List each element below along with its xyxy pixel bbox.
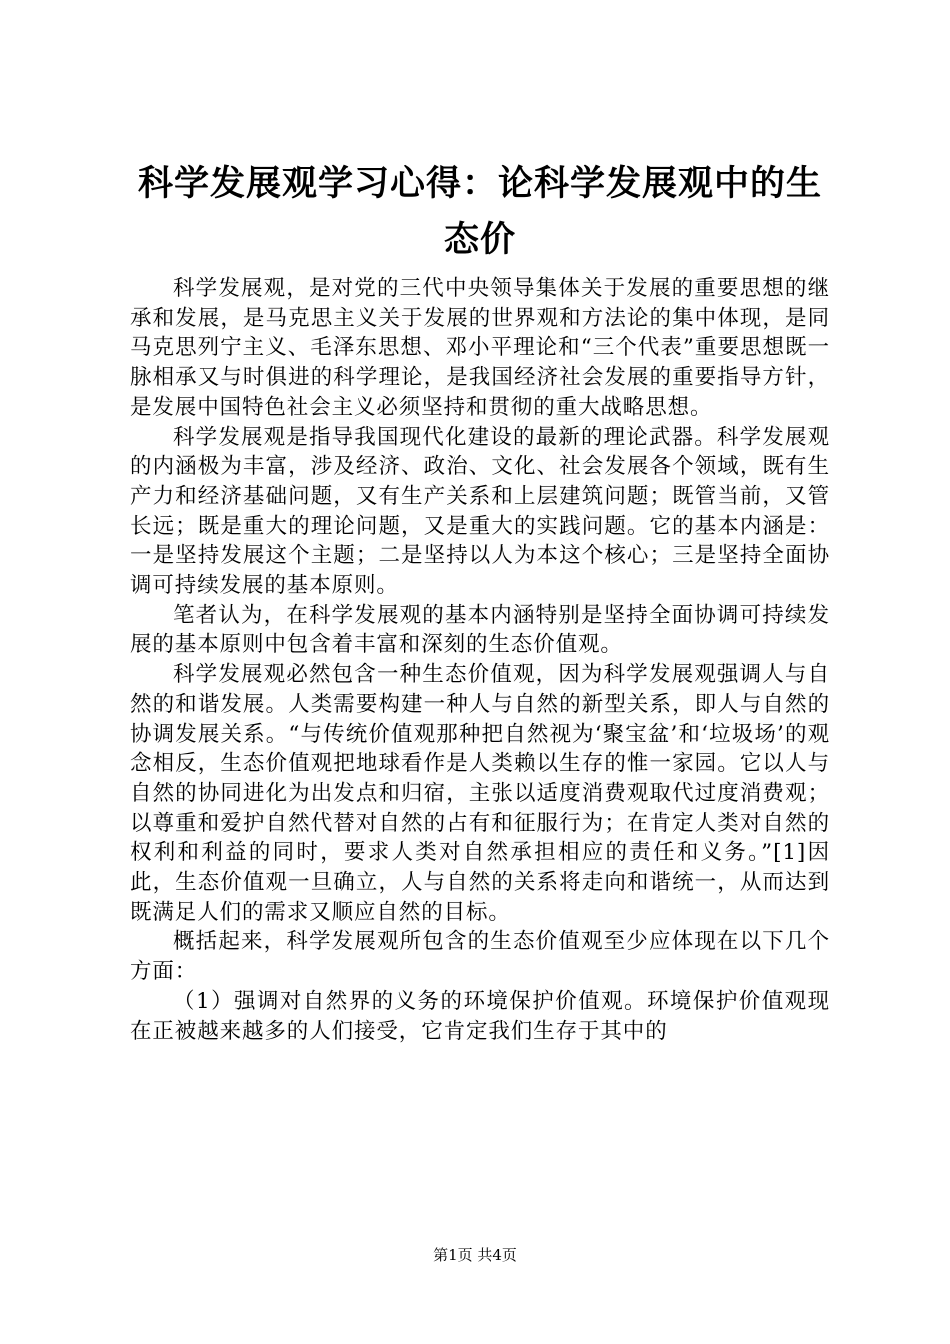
paragraph-1: 科学发展观，是对党的三代中央领导集体关于发展的重要思想的继承和发展，是马克思主义关于发展的世界观和方法论的集中体现，是同马克思列宁主义、毛泽东思想、邓小平理论和“三个代表”重要思想既一脉相承又与时俱进的科学理论，是我国经济社会发展的重要指导方针，是发展中国特色社会主义必须坚持和贯彻的重大战略思想。 xyxy=(130,276,830,420)
paragraph-5: 概括起来，科学发展观所包含的生态价值观至少应体现在以下几个方面： xyxy=(130,929,830,985)
paragraph-3: 笔者认为，在科学发展观的基本内涵特别是坚持全面协调可持续发展的基本原则中包含着丰富和深刻的生态价值观。 xyxy=(130,602,830,658)
paragraph-6: （1）强调对自然界的义务的环境保护价值观。环境保护价值观现在正被越来越多的人们接受，它肯定我们生存于其中的 xyxy=(130,988,830,1044)
paragraph-4: 科学发展观必然包含一种生态价值观，因为科学发展观强调人与自然的和谐发展。人类需要构建一种人与自然的新型关系，即人与自然的协调发展关系。“与传统价值观那种把自然视为‘聚宝盆’和‘垃圾场’的观念相反，生态价值观把地球看作是人类赖以生存的惟一家园。它以人与自然的协同进化为出发点和归宿，主张以适度消费观取代过度消费观；以尊重和爱护自然代替对自然的占有和征服行为；在肯定人类对自然的权利和利益的同时，要求人类对自然承担相应的责任和义务。”[1]因此，生态价值观一旦确立，人与自然的关系将走向和谐统一，从而达到既满足人们的需求又顺应自然的目标。 xyxy=(130,662,830,925)
page-number-footer: 第1页 共4页 xyxy=(433,1246,517,1264)
document-body xyxy=(130,274,830,1046)
document-page xyxy=(130,156,830,1046)
document-title: 科学发展观学习心得：论科学发展观中的生态价 xyxy=(137,163,822,260)
paragraph-2: 科学发展观是指导我国现代化建设的最新的理论武器。科学发展观的内涵极为丰富，涉及经济、政治、文化、社会发展各个领域，既有生产力和经济基础问题，又有生产关系和上层建筑问题；既管当前，又管长远；既是重大的理论问题，又是重大的实践问题。它的基本内涵是：一是坚持发展这个主题；二是坚持以人为本这个核心；三是坚持全面协调可持续发展的基本原则。 xyxy=(130,424,830,599)
